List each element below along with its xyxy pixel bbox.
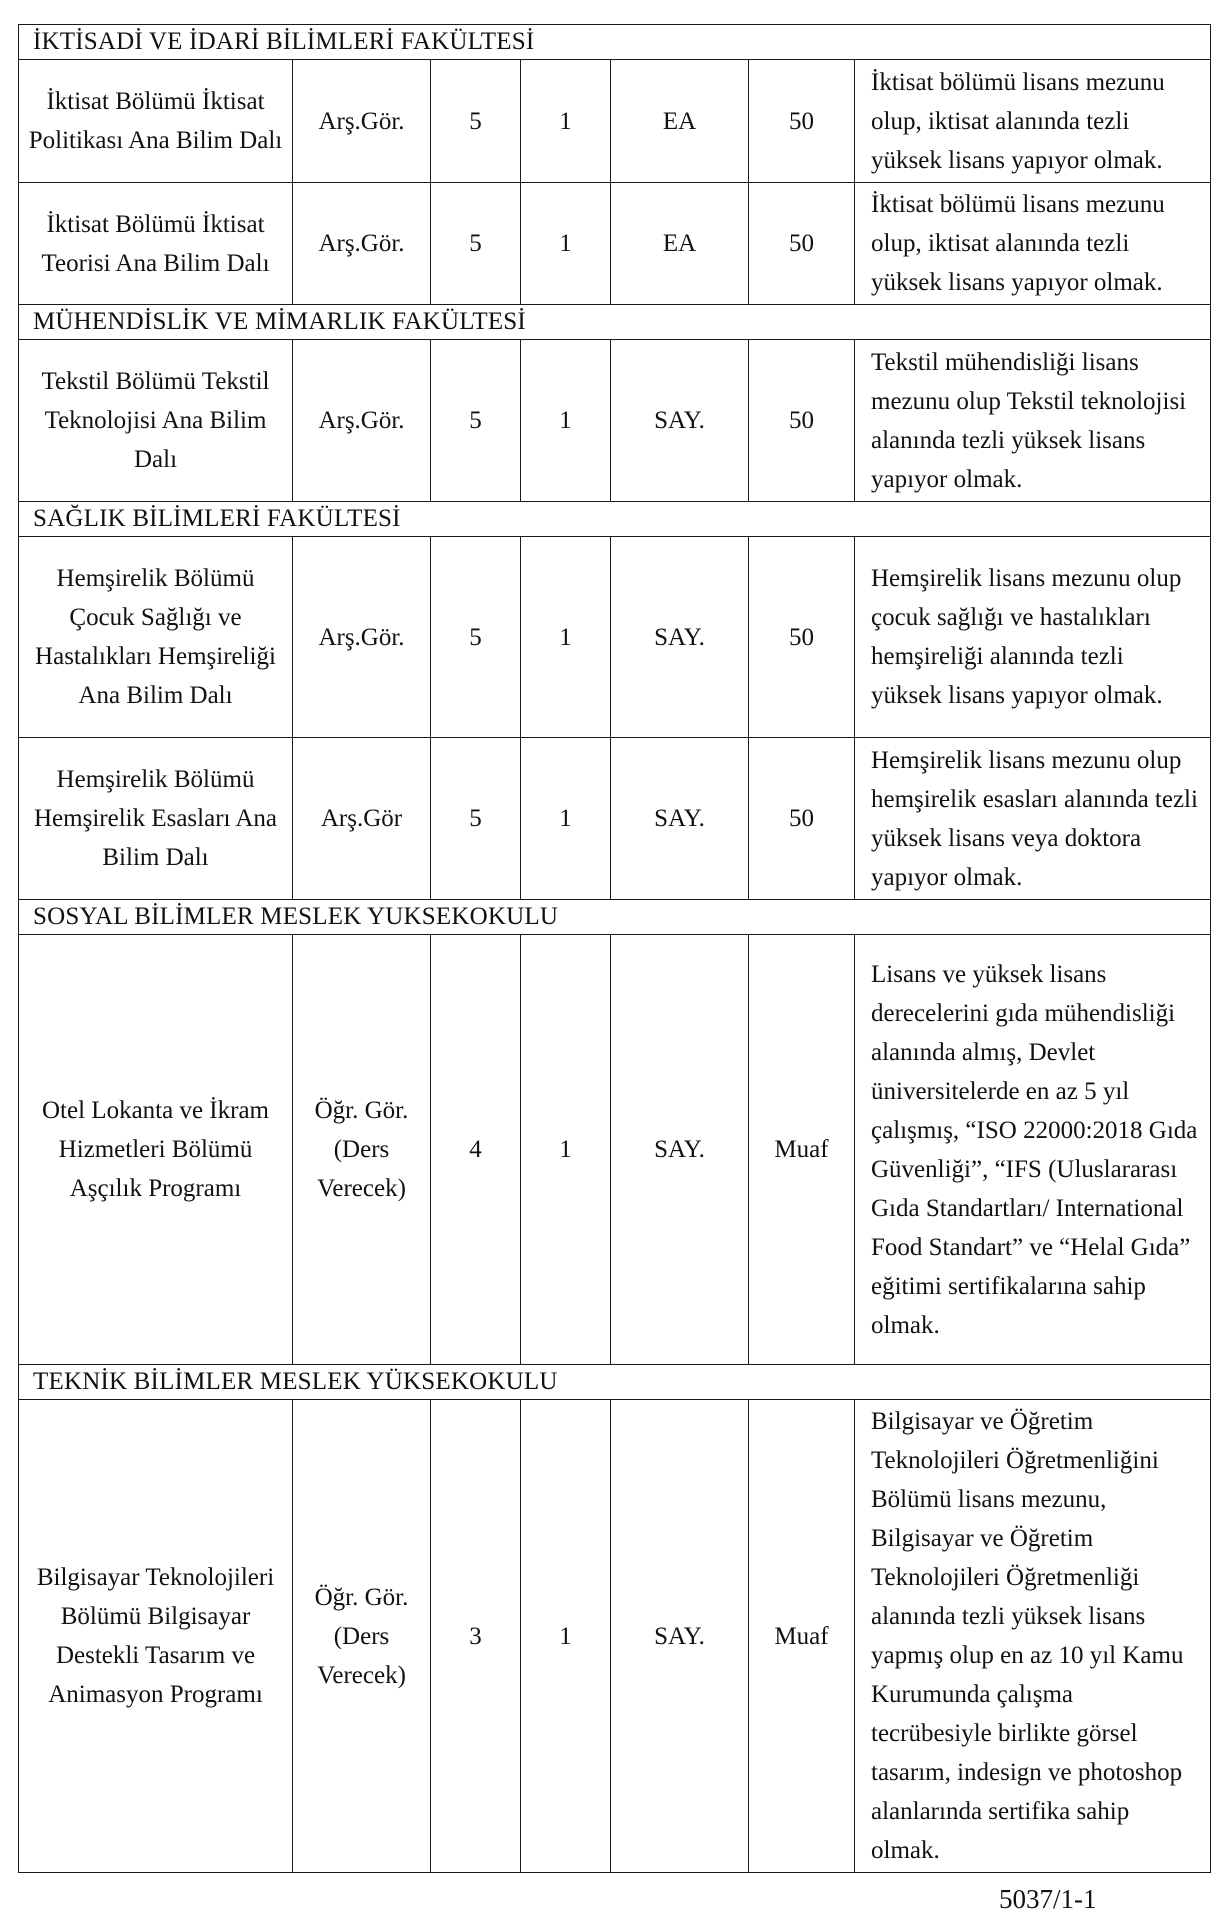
table-row [19,1400,1211,1873]
count-cell: 1 [521,60,611,183]
count-cell: 1 [521,738,611,900]
count-cell: 1 [521,935,611,1365]
degree-cell: 5 [431,738,521,900]
ales-type-cell: EA [611,60,749,183]
department-cell: İktisat Bölümü İktisat Teorisi Ana Bilim Dalı [19,183,293,305]
count-cell: 1 [521,537,611,738]
table-row [19,340,1211,502]
ales-score-cell: 50 [749,340,855,502]
section-title: SOSYAL BİLİMLER MESLEK YUKSEKOKULU [19,900,1211,935]
degree-cell: 3 [431,1400,521,1873]
department-cell: Hemşirelik Bölümü Çocuk Sağlığı ve Hastalıkları Hemşireliği Ana Bilim Dalı [19,537,293,738]
table-row [19,935,1211,1365]
degree-cell: 5 [431,60,521,183]
count-cell: 1 [521,1400,611,1873]
count-cell: 1 [521,340,611,502]
title-cell: Öğr. Gör. (Ders Verecek) [293,1400,431,1873]
requirements-cell: İktisat bölümü lisans mezunu olup, iktisat alanında tezli yüksek lisans yapıyor olmak. [855,183,1211,305]
title-cell: Arş.Gör [293,738,431,900]
requirements-cell: Lisans ve yüksek lisans derecelerini gıda mühendisliği alanında almış, Devlet üniversitelerde en az 5 yıl çalışmış, “ISO 22000:2018 Gıda Güvenliği”, “IFS (Uluslararası Gıda Standartları/ International Food Standart” ve “Helal Gıda” eğitimi sertifikalarına sahip olmak. [855,935,1211,1365]
ales-score-cell: Muaf [749,1400,855,1873]
section-title: İKTİSADİ VE İDARİ BİLİMLERİ FAKÜLTESİ [19,25,1211,60]
department-cell: Bilgisayar Teknolojileri Bölümü Bilgisayar Destekli Tasarım ve Animasyon Programı [19,1400,293,1873]
degree-cell: 5 [431,340,521,502]
ales-type-cell: SAY. [611,537,749,738]
ales-type-cell: EA [611,183,749,305]
ales-score-cell: 50 [749,60,855,183]
department-cell: İktisat Bölümü İktisat Politikası Ana Bilim Dalı [19,60,293,183]
department-cell: Tekstil Bölümü Tekstil Teknolojisi Ana Bilim Dalı [19,340,293,502]
section-header-row [19,1365,1211,1400]
section-header-row [19,25,1211,60]
department-cell: Hemşirelik Bölümü Hemşirelik Esasları Ana Bilim Dalı [19,738,293,900]
requirements-cell: Hemşirelik lisans mezunu olup hemşirelik esasları alanında tezli yüksek lisans veya doktora yapıyor olmak. [855,738,1211,900]
requirements-cell: Tekstil mühendisliği lisans mezunu olup Tekstil teknolojisi alanında tezli yüksek lisans yapıyor olmak. [855,340,1211,502]
count-cell: 1 [521,183,611,305]
section-title: TEKNİK BİLİMLER MESLEK YÜKSEKOKULU [19,1365,1211,1400]
ales-score-cell: 50 [749,183,855,305]
ales-score-cell: Muaf [749,935,855,1365]
requirements-cell: Bilgisayar ve Öğretim Teknolojileri Öğretmenliğini Bölümü lisans mezunu, Bilgisayar ve Öğretim Teknolojileri Öğretmenliği alanında tezli yüksek lisans yapmış olup en az 10 yıl Kamu Kurumunda çalışma tecrübesiyle birlikte görsel tasarım, indesign ve photoshop alanlarında sertifika sahip olmak. [855,1400,1211,1873]
degree-cell: 5 [431,183,521,305]
page-number: 5037/1-1 [999,1884,1097,1914]
positions-table-container [18,24,1210,1873]
section-title: SAĞLIK BİLİMLERİ FAKÜLTESİ [19,502,1211,537]
title-cell: Arş.Gör. [293,340,431,502]
ales-score-cell: 50 [749,537,855,738]
title-cell: Arş.Gör. [293,183,431,305]
title-cell: Arş.Gör. [293,60,431,183]
title-cell: Arş.Gör. [293,537,431,738]
department-cell: Otel Lokanta ve İkram Hizmetleri Bölümü Aşçılık Programı [19,935,293,1365]
requirements-cell: Hemşirelik lisans mezunu olup çocuk sağlığı ve hastalıkları hemşireliği alanında tezli yüksek lisans yapıyor olmak. [855,537,1211,738]
ales-type-cell: SAY. [611,738,749,900]
table-row [19,738,1211,900]
section-header-row [19,900,1211,935]
requirements-cell: İktisat bölümü lisans mezunu olup, iktisat alanında tezli yüksek lisans yapıyor olmak. [855,60,1211,183]
ales-type-cell: SAY. [611,935,749,1365]
section-title: MÜHENDİSLİK VE MİMARLIK FAKÜLTESİ [19,305,1211,340]
title-cell: Öğr. Gör. (Ders Verecek) [293,935,431,1365]
ales-score-cell: 50 [749,738,855,900]
section-header-row [19,502,1211,537]
section-header-row [19,305,1211,340]
positions-table [18,24,1211,1873]
table-row [19,60,1211,183]
table-row [19,183,1211,305]
degree-cell: 5 [431,537,521,738]
ales-type-cell: SAY. [611,1400,749,1873]
ales-type-cell: SAY. [611,340,749,502]
degree-cell: 4 [431,935,521,1365]
table-row [19,537,1211,738]
